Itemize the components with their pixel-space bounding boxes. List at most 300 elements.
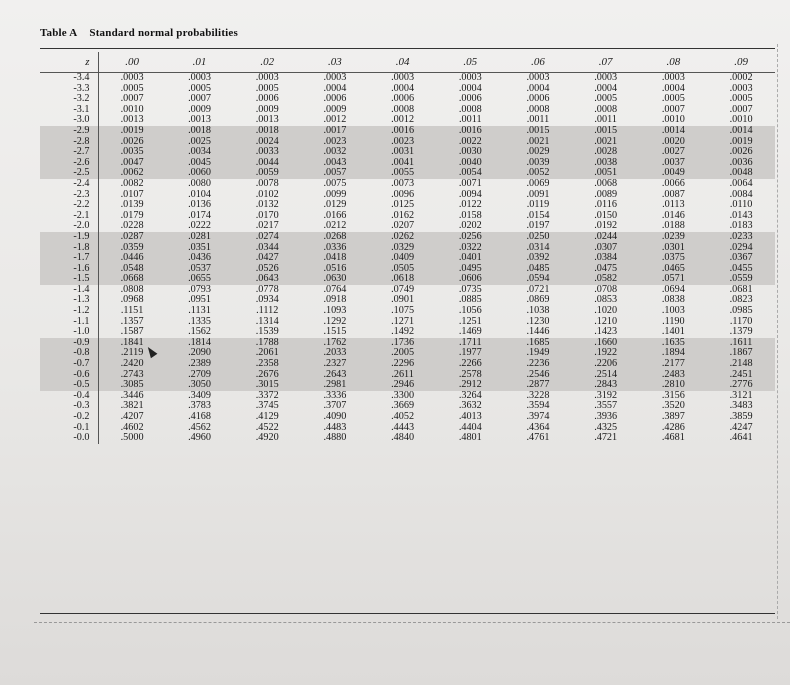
probability-cell: .0096 xyxy=(391,188,415,200)
table-row xyxy=(40,179,775,190)
probability-cell: .0029 xyxy=(504,147,572,158)
probability-cell: .0158 xyxy=(458,209,482,221)
probability-cell: .4207 xyxy=(120,411,144,422)
probability-cell: .1492 xyxy=(391,326,415,338)
column-header: .01 xyxy=(166,52,234,73)
probability-cell: .4364 xyxy=(526,421,550,433)
probability-cell: .0143 xyxy=(729,209,753,221)
probability-cell: .0228 xyxy=(120,220,144,232)
probability-cell: .0059 xyxy=(233,168,301,179)
probability-cell: .2119 xyxy=(98,348,166,359)
probability-cell: .0110 xyxy=(729,199,753,211)
probability-cell: .3156 xyxy=(661,389,685,401)
probability-cell: .1379 xyxy=(729,326,753,338)
probability-cell: .3336 xyxy=(323,389,347,401)
probability-cell: .2981 xyxy=(301,380,369,391)
probability-cell: .0004 xyxy=(458,82,482,94)
probability-cell: .0465 xyxy=(640,264,708,275)
probability-cell: .0256 xyxy=(436,232,504,243)
z-value-cell: -1.2 xyxy=(40,306,98,317)
probability-cell: .3669 xyxy=(391,400,415,412)
probability-cell: .3300 xyxy=(391,389,415,401)
probability-cell: .0005 xyxy=(594,93,618,105)
probability-cell: .0075 xyxy=(323,177,347,189)
probability-cell: .0375 xyxy=(640,253,708,264)
probability-cell: .0003 xyxy=(120,72,144,83)
probability-cell: .2776 xyxy=(707,380,775,391)
probability-cell: .1335 xyxy=(188,315,211,327)
probability-cell: .0104 xyxy=(188,188,211,200)
probability-cell: .3520 xyxy=(661,400,685,412)
probability-cell: .1190 xyxy=(662,315,685,327)
probability-cell: .1423 xyxy=(594,326,618,338)
probability-cell: .0048 xyxy=(707,168,775,179)
probability-cell: .0005 xyxy=(188,82,211,94)
probability-cell: .0427 xyxy=(233,253,301,264)
probability-cell: .0192 xyxy=(594,220,618,232)
probability-cell: .1788 xyxy=(233,338,301,349)
probability-cell: .0002 xyxy=(729,72,753,83)
probability-cell: .0007 xyxy=(120,93,144,105)
probability-cell: .1446 xyxy=(526,326,550,338)
probability-cell: .3594 xyxy=(526,400,550,412)
probability-cell: .1314 xyxy=(255,315,279,327)
probability-cell: .1020 xyxy=(594,305,618,317)
probability-cell: .2611 xyxy=(369,370,437,381)
probability-cell: .0003 xyxy=(458,72,482,83)
probability-cell: .3632 xyxy=(458,400,482,412)
probability-cell: .0003 xyxy=(594,72,618,83)
probability-cell: .0918 xyxy=(323,294,347,306)
probability-cell: .0008 xyxy=(391,103,415,115)
probability-cell: .0045 xyxy=(166,158,234,169)
probability-cell: .0051 xyxy=(572,168,640,179)
probability-cell: .0084 xyxy=(729,188,753,200)
z-value-cell: -0.1 xyxy=(40,423,98,434)
z-value-cell: -2.3 xyxy=(40,190,98,201)
z-value-cell: -1.5 xyxy=(40,274,98,285)
probability-cell: .1093 xyxy=(323,305,347,317)
probability-cell: .0011 xyxy=(594,114,617,126)
probability-cell: .0655 xyxy=(166,274,234,285)
probability-cell: .4129 xyxy=(255,411,279,422)
table-caption: Standard normal probabilities xyxy=(89,27,238,39)
z-value-cell: -3.4 xyxy=(40,73,98,84)
z-value-cell: -2.8 xyxy=(40,137,98,148)
probability-cell: .1977 xyxy=(436,348,504,359)
probability-cell: .0024 xyxy=(233,137,301,148)
probability-cell: .2061 xyxy=(233,348,301,359)
probability-cell: .0028 xyxy=(572,147,640,158)
probability-cell: .0222 xyxy=(188,220,211,232)
probability-cell: .0274 xyxy=(233,232,301,243)
probability-cell: .0322 xyxy=(436,243,504,254)
column-header: .07 xyxy=(572,52,640,73)
probability-cell: .0003 xyxy=(526,72,550,83)
probability-cell: .1292 xyxy=(323,315,347,327)
probability-cell: .0038 xyxy=(572,158,640,169)
probability-cell: .0009 xyxy=(255,103,279,115)
probability-cell: .0006 xyxy=(323,93,347,105)
probability-cell: .0146 xyxy=(661,209,685,221)
probability-cell: .0004 xyxy=(526,82,550,94)
probability-cell: .0170 xyxy=(255,209,279,221)
probability-cell: .0262 xyxy=(369,232,437,243)
probability-cell: .0006 xyxy=(391,93,415,105)
z-value-cell: -0.6 xyxy=(40,370,98,381)
probability-cell: .0119 xyxy=(526,199,550,211)
probability-cell: .0985 xyxy=(729,305,753,317)
probability-cell: .0838 xyxy=(661,294,685,306)
probability-cell: .0418 xyxy=(301,253,369,264)
probability-cell: .1711 xyxy=(436,338,504,349)
probability-cell: .1515 xyxy=(323,326,347,338)
probability-cell: .0336 xyxy=(301,243,369,254)
z-value-cell: -0.0 xyxy=(40,433,98,444)
probability-cell: .4801 xyxy=(458,432,482,444)
probability-cell: .2578 xyxy=(436,370,504,381)
probability-cell: .0005 xyxy=(120,82,144,94)
probability-cell: .0301 xyxy=(640,243,708,254)
probability-cell: .0055 xyxy=(369,168,437,179)
probability-cell: .0006 xyxy=(458,93,482,105)
table-row xyxy=(40,433,775,444)
probability-cell: .0009 xyxy=(188,103,211,115)
probability-cell: .0009 xyxy=(323,103,347,115)
probability-cell: .0099 xyxy=(323,188,347,200)
probability-cell: .4404 xyxy=(458,421,482,433)
probability-cell: .0548 xyxy=(98,264,166,275)
probability-cell: .4325 xyxy=(594,421,618,433)
probability-cell: .2236 xyxy=(504,359,572,370)
probability-cell: .0094 xyxy=(458,188,482,200)
z-value-cell: -1.4 xyxy=(40,285,98,296)
probability-cell: .3974 xyxy=(526,411,550,422)
probability-cell: .0179 xyxy=(120,209,144,221)
probability-cell: .0007 xyxy=(729,103,753,115)
probability-cell: .3228 xyxy=(526,389,550,401)
column-header: .06 xyxy=(504,52,572,73)
probability-cell: .0618 xyxy=(369,274,437,285)
table-label: Table A xyxy=(40,27,78,39)
probability-cell: .0150 xyxy=(594,209,618,221)
probability-cell: .0681 xyxy=(729,283,753,295)
probability-cell: .0091 xyxy=(526,188,550,200)
probability-cell: .0036 xyxy=(707,158,775,169)
probability-cell: .2389 xyxy=(166,359,234,370)
probability-cell: .4641 xyxy=(729,432,753,444)
probability-cell: .2546 xyxy=(504,370,572,381)
probability-cell: .0307 xyxy=(572,243,640,254)
probability-cell: .0018 xyxy=(166,126,234,137)
probability-cell: .0244 xyxy=(572,232,640,243)
column-header: .03 xyxy=(301,52,369,73)
probability-cell: .3557 xyxy=(594,400,618,412)
probability-cell: .0125 xyxy=(391,199,415,211)
probability-cell: .1894 xyxy=(640,348,708,359)
probability-cell: .0287 xyxy=(98,232,166,243)
probability-cell: .0004 xyxy=(391,82,415,94)
probability-cell: .0003 xyxy=(661,72,685,83)
probability-cell: .0505 xyxy=(369,264,437,275)
probability-cell: .2327 xyxy=(301,359,369,370)
probability-cell: .0630 xyxy=(301,274,369,285)
z-value-cell: -0.5 xyxy=(40,380,98,391)
probability-cell: .0162 xyxy=(391,209,415,221)
z-column-header: z xyxy=(40,52,98,73)
probability-cell: .0062 xyxy=(98,168,166,179)
probability-cell: .2148 xyxy=(707,359,775,370)
probability-cell: .1635 xyxy=(640,338,708,349)
probability-cell: .0559 xyxy=(707,274,775,285)
probability-cell: .1251 xyxy=(458,315,482,327)
probability-cell: .4522 xyxy=(255,421,279,433)
probability-cell: .0027 xyxy=(640,147,708,158)
probability-cell: .0129 xyxy=(323,199,347,211)
z-value-cell: -0.7 xyxy=(40,359,98,370)
probability-cell: .1401 xyxy=(661,326,685,338)
probability-cell: .3085 xyxy=(98,380,166,391)
probability-cell: .0039 xyxy=(504,158,572,169)
probability-cell: .0011 xyxy=(459,114,482,126)
probability-cell: .0934 xyxy=(255,294,279,306)
probability-cell: .0853 xyxy=(594,294,618,306)
probability-cell: .0015 xyxy=(572,126,640,137)
z-value-cell: -1.3 xyxy=(40,295,98,306)
probability-cell: .0351 xyxy=(166,243,234,254)
probability-cell: .0154 xyxy=(526,209,550,221)
probability-cell: .0136 xyxy=(188,199,211,211)
probability-cell: .3897 xyxy=(661,411,685,422)
probability-cell: .0054 xyxy=(436,168,504,179)
column-header: .09 xyxy=(707,52,775,73)
z-value-cell: -0.3 xyxy=(40,401,98,412)
z-value-cell: -0.4 xyxy=(40,391,98,402)
probability-cell: .0041 xyxy=(369,158,437,169)
probability-cell: .0030 xyxy=(436,147,504,158)
probability-cell: .0132 xyxy=(255,199,279,211)
probability-cell: .0721 xyxy=(526,283,550,295)
z-value-cell: -3.1 xyxy=(40,105,98,116)
probability-cell: .4840 xyxy=(391,432,415,444)
probability-cell: .0359 xyxy=(98,243,166,254)
probability-cell: .1562 xyxy=(188,326,211,338)
probability-cell: .1170 xyxy=(729,315,753,327)
probability-cell: .0202 xyxy=(458,220,482,232)
probability-cell: .1539 xyxy=(255,326,279,338)
probability-cell: .0694 xyxy=(661,283,685,295)
probability-cell: .0019 xyxy=(98,126,166,137)
probability-cell: .0012 xyxy=(391,114,415,126)
probability-cell: .0314 xyxy=(504,243,572,254)
probability-cell: .0116 xyxy=(594,199,617,211)
table-row xyxy=(40,73,775,84)
probability-cell: .0708 xyxy=(594,283,618,295)
page-bottom-line xyxy=(34,622,790,623)
column-header: .05 xyxy=(436,52,504,73)
probability-cell: .0808 xyxy=(120,283,144,295)
probability-cell: .1949 xyxy=(504,348,572,359)
probability-cell: .0344 xyxy=(233,243,301,254)
probability-cell: .3015 xyxy=(233,380,301,391)
probability-cell: .4443 xyxy=(391,421,415,433)
normal-probability-table xyxy=(40,52,775,444)
probability-cell: .0013 xyxy=(255,114,279,126)
probability-cell: .2743 xyxy=(98,370,166,381)
probability-cell: .3707 xyxy=(323,400,347,412)
table-row xyxy=(40,126,775,137)
probability-cell: .0516 xyxy=(301,264,369,275)
probability-cell: .0183 xyxy=(729,220,753,232)
probability-cell: .1587 xyxy=(120,326,144,338)
probability-cell: .0113 xyxy=(662,199,685,211)
probability-cell: .2033 xyxy=(301,348,369,359)
probability-cell: .2358 xyxy=(233,359,301,370)
probability-cell: .2296 xyxy=(369,359,437,370)
probability-cell: .0078 xyxy=(255,177,279,189)
z-value-cell: -3.3 xyxy=(40,84,98,95)
column-header: .08 xyxy=(640,52,708,73)
probability-cell: .0384 xyxy=(572,253,640,264)
probability-cell: .1271 xyxy=(391,315,415,327)
probability-cell: .0537 xyxy=(166,264,234,275)
probability-cell: .1038 xyxy=(526,305,550,317)
probability-cell: .0047 xyxy=(98,158,166,169)
probability-cell: .4052 xyxy=(391,411,415,422)
probability-cell: .0004 xyxy=(323,82,347,94)
probability-cell: .3483 xyxy=(729,400,753,412)
probability-cell: .4920 xyxy=(255,432,279,444)
probability-cell: .3372 xyxy=(255,389,279,401)
probability-cell: .0901 xyxy=(391,294,415,306)
probability-cell: .0003 xyxy=(729,82,753,94)
probability-cell: .0005 xyxy=(661,93,685,105)
probability-cell: .0049 xyxy=(640,168,708,179)
probability-cell: .0068 xyxy=(594,177,618,189)
probability-cell: .0778 xyxy=(255,283,279,295)
probability-cell: .1056 xyxy=(458,305,482,317)
probability-cell: .0069 xyxy=(526,177,550,189)
probability-cell: .3783 xyxy=(188,400,211,412)
probability-cell: .0014 xyxy=(640,126,708,137)
probability-cell: .0749 xyxy=(391,283,415,295)
probability-cell: .3859 xyxy=(729,411,753,422)
probability-cell: .2266 xyxy=(436,359,504,370)
probability-cell: .0080 xyxy=(188,177,211,189)
probability-cell: .0016 xyxy=(436,126,504,137)
probability-cell: .2177 xyxy=(640,359,708,370)
probability-cell: .0014 xyxy=(707,126,775,137)
probability-cell: .0233 xyxy=(707,232,775,243)
probability-cell: .0044 xyxy=(233,158,301,169)
z-value-cell: -2.0 xyxy=(40,221,98,232)
z-value-cell: -2.2 xyxy=(40,200,98,211)
z-value-cell: -2.1 xyxy=(40,211,98,222)
probability-cell: .3821 xyxy=(120,400,144,412)
probability-cell: .0010 xyxy=(120,103,144,115)
probability-cell: .4090 xyxy=(323,411,347,422)
probability-cell: .0013 xyxy=(188,114,211,126)
probability-cell: .2709 xyxy=(166,370,234,381)
probability-cell: .0526 xyxy=(233,264,301,275)
probability-cell: .4681 xyxy=(661,432,685,444)
probability-cell: .0019 xyxy=(707,137,775,148)
probability-cell: .0004 xyxy=(661,82,685,94)
probability-cell: .0052 xyxy=(504,168,572,179)
probability-cell: .0268 xyxy=(301,232,369,243)
probability-cell: .0122 xyxy=(458,199,482,211)
probability-cell: .0023 xyxy=(301,137,369,148)
probability-cell: .4602 xyxy=(120,421,144,433)
z-value-cell: -1.8 xyxy=(40,243,98,254)
probability-cell: .0013 xyxy=(120,114,144,126)
probability-cell: .0004 xyxy=(594,82,618,94)
z-value-cell: -0.2 xyxy=(40,412,98,423)
probability-cell: .4761 xyxy=(526,432,550,444)
probability-cell: .0174 xyxy=(188,209,211,221)
probability-cell: .3192 xyxy=(594,389,618,401)
probability-cell: .1112 xyxy=(256,305,279,317)
probability-cell: .0008 xyxy=(458,103,482,115)
probability-cell: .0294 xyxy=(707,243,775,254)
probability-cell: .2206 xyxy=(572,359,640,370)
page-edge-line xyxy=(777,44,778,619)
probability-cell: .0409 xyxy=(369,253,437,264)
probability-cell: .0455 xyxy=(707,264,775,275)
probability-cell: .1922 xyxy=(572,348,640,359)
probability-cell: .4960 xyxy=(188,432,211,444)
probability-cell: .0475 xyxy=(572,264,640,275)
probability-cell: .0008 xyxy=(526,103,550,115)
probability-cell: .0026 xyxy=(707,147,775,158)
z-value-cell: -0.8 xyxy=(40,348,98,359)
probability-cell: .0006 xyxy=(526,93,550,105)
z-value-cell: -3.2 xyxy=(40,94,98,105)
z-value-cell: -1.7 xyxy=(40,253,98,264)
probability-cell: .0005 xyxy=(255,82,279,94)
probability-cell: .0035 xyxy=(98,147,166,158)
probability-cell: .1611 xyxy=(707,338,775,349)
probability-cell: .2810 xyxy=(640,380,708,391)
probability-cell: .0040 xyxy=(436,158,504,169)
table-row xyxy=(40,412,775,423)
probability-cell: .0017 xyxy=(301,126,369,137)
probability-cell: .0021 xyxy=(504,137,572,148)
probability-cell: .0005 xyxy=(729,93,753,105)
probability-cell: .0212 xyxy=(323,220,347,232)
probability-cell: .0582 xyxy=(572,274,640,285)
probability-cell: .0166 xyxy=(323,209,347,221)
probability-cell: .0793 xyxy=(188,283,211,295)
probability-cell: .3446 xyxy=(120,389,144,401)
probability-cell: .0436 xyxy=(166,253,234,264)
probability-cell: .0250 xyxy=(504,232,572,243)
probability-cell: .0668 xyxy=(98,274,166,285)
probability-cell: .0281 xyxy=(166,232,234,243)
z-value-cell: -2.7 xyxy=(40,147,98,158)
probability-cell: .3050 xyxy=(166,380,234,391)
probability-cell: .0764 xyxy=(323,283,347,295)
probability-cell: .0003 xyxy=(323,72,347,83)
probability-cell: .0020 xyxy=(640,137,708,148)
column-header: .04 xyxy=(369,52,437,73)
probability-cell: .0032 xyxy=(301,147,369,158)
probability-cell: .0869 xyxy=(526,294,550,306)
probability-cell: .0139 xyxy=(120,199,144,211)
probability-cell: .2643 xyxy=(301,370,369,381)
probability-cell: .2090 xyxy=(166,348,234,359)
probability-cell: .0594 xyxy=(504,274,572,285)
